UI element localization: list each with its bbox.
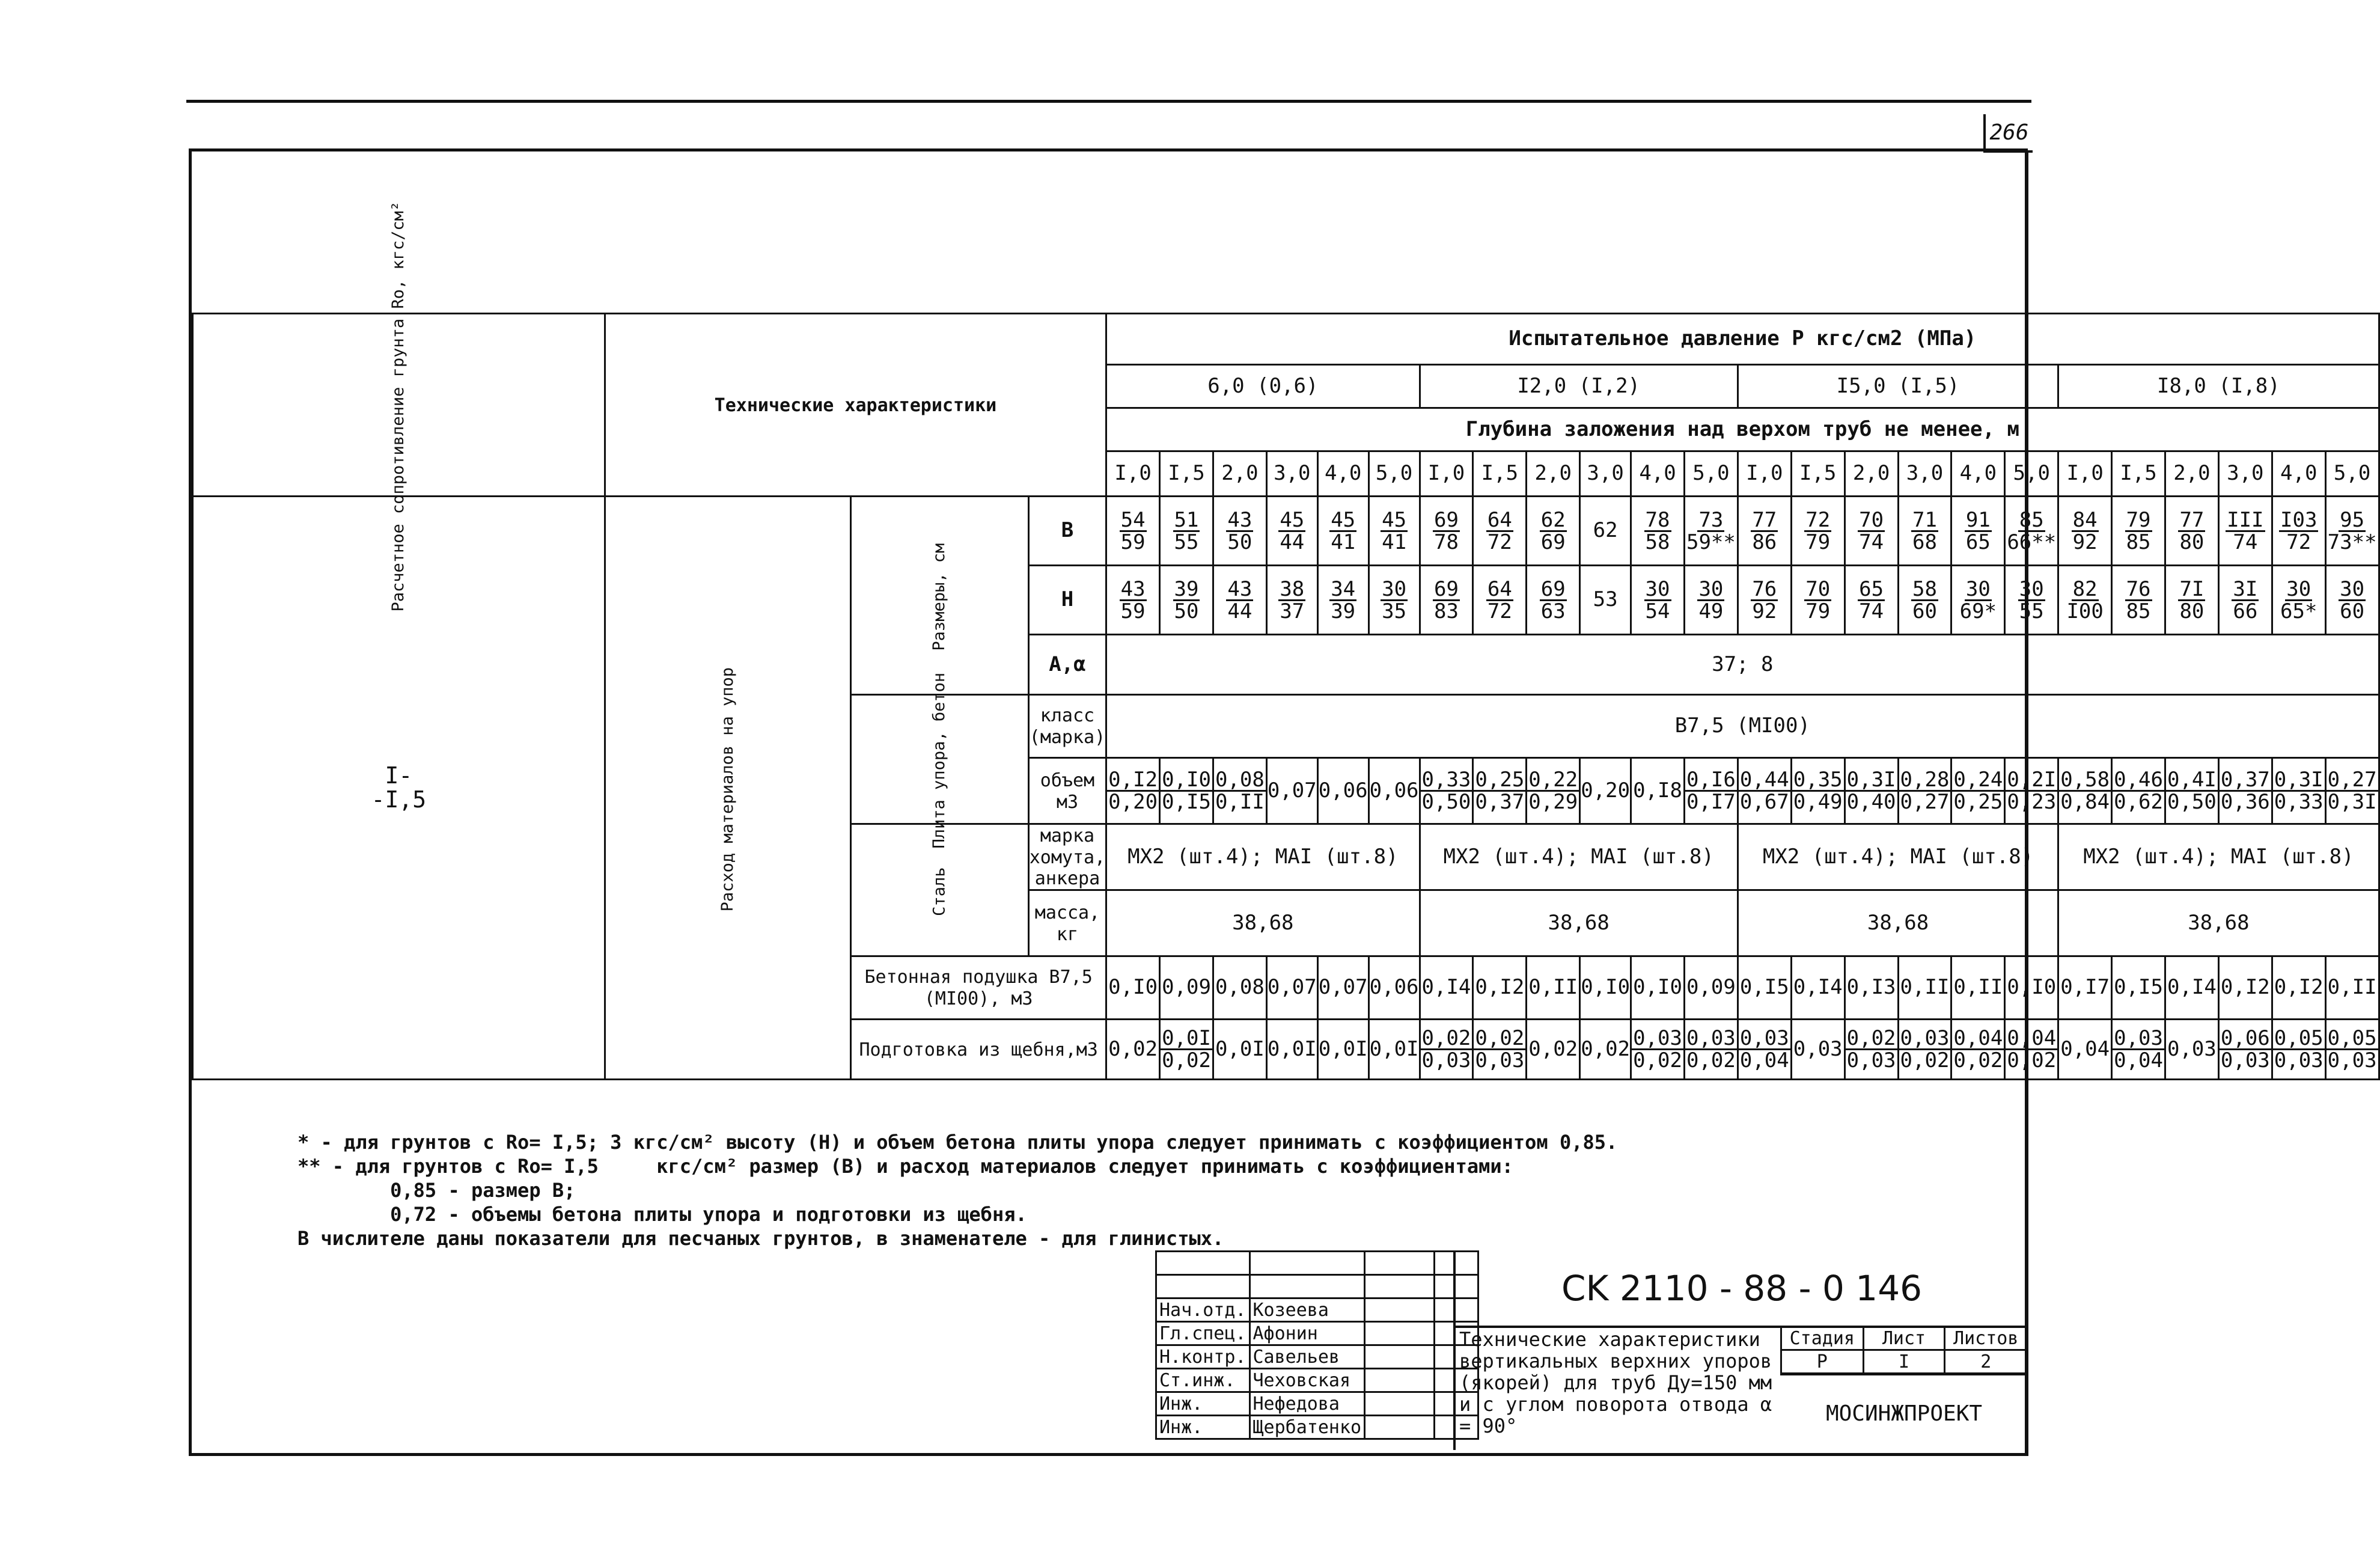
h-value: $\frac{3I}{66}$ <box>2218 566 2272 635</box>
page-number: 266 <box>1983 114 2033 153</box>
test-pressure-header: Испытательное давление P кгс/см2 (МПа) <box>1106 314 2379 365</box>
depth-value: 3,0 <box>1266 451 1317 497</box>
h-value: $\frac{70}{79}$ <box>1791 566 1844 635</box>
concrete-value: 0,07 <box>1317 956 1368 1020</box>
note-line: * - для грунтов с Ro= I,5; 3 кгс/см² высоту (H) и объем бетона плиты упора следует принимать с коэффициентом 0,85. <box>298 1131 1618 1154</box>
depth-value: 5,0 <box>2325 451 2379 497</box>
pressure-value: I2,0 (I,2) <box>1420 365 1738 408</box>
volume-value: $\frac{0,22}{0,29}$ <box>1527 758 1580 824</box>
depth-value: I,0 <box>2058 451 2112 497</box>
gravel-value: $\frac{0,02}{0,03}$ <box>1420 1020 1473 1080</box>
h-value: $\frac{30}{69*}$ <box>1951 566 2005 635</box>
concrete-value: 0,09 <box>1684 956 1738 1020</box>
row-label-h: H <box>1028 566 1106 635</box>
h-value: $\frac{7I}{80}$ <box>2165 566 2218 635</box>
a-alpha-value: 37; 8 <box>1106 635 2379 695</box>
depth-value: 4,0 <box>1317 451 1368 497</box>
row-label-steel-mark: марка хомута, анкера <box>1028 824 1106 890</box>
signature-row: Нач.отд. Козеева <box>1156 1299 1478 1322</box>
concrete-value: 0,I0 <box>2005 956 2058 1020</box>
sizes-group-label: Размеры, см <box>851 497 1029 695</box>
volume-value: $\frac{0,35}{0,49}$ <box>1791 758 1844 824</box>
b-value: $\frac{84}{92}$ <box>2058 497 2112 566</box>
concrete-value: 0,II <box>1527 956 1580 1020</box>
title-block <box>1453 1250 2028 1450</box>
volume-value: $\frac{0,I0}{0,I5}$ <box>1160 758 1213 824</box>
gravel-value: 0,0I <box>1266 1020 1317 1080</box>
depth-value: 5,0 <box>2005 451 2058 497</box>
concrete-value: 0,I3 <box>1844 956 1898 1020</box>
h-value: $\frac{30}{49}$ <box>1684 566 1738 635</box>
concrete-class-value: B7,5 (MI00) <box>1106 695 2379 758</box>
h-value: 53 <box>1580 566 1631 635</box>
gravel-value: 0,02 <box>1106 1020 1160 1080</box>
h-value: $\frac{43}{44}$ <box>1213 566 1266 635</box>
b-value: $\frac{95}{73**}$ <box>2325 497 2379 566</box>
b-value: $\frac{45}{41}$ <box>1317 497 1368 566</box>
table-row <box>193 314 2379 365</box>
depth-value: I,5 <box>1160 451 1213 497</box>
depth-value: I,5 <box>1791 451 1844 497</box>
row-label-class: класс (марка) <box>1028 695 1106 758</box>
volume-value: $\frac{0,08}{0,II}$ <box>1213 758 1266 824</box>
depth-value: 3,0 <box>1898 451 1951 497</box>
characteristics-table <box>192 201 2380 1080</box>
signature-row: Н.контр. Савельев <box>1156 1345 1478 1369</box>
note-line: 0,85 - размер B; <box>298 1179 576 1202</box>
concrete-value: 0,I2 <box>2218 956 2272 1020</box>
b-value: $\frac{72}{79}$ <box>1791 497 1844 566</box>
gravel-value: 0,0I <box>1368 1020 1420 1080</box>
top-rule <box>186 100 2031 103</box>
depth-value: I,0 <box>1420 451 1473 497</box>
b-value: $\frac{73}{59**}$ <box>1684 497 1738 566</box>
row-label-concrete: Бетонная подушка B7,5 (MI00), м3 <box>851 956 1106 1020</box>
concrete-value: 0,07 <box>1266 956 1317 1020</box>
depth-value: I,5 <box>1473 451 1527 497</box>
concrete-value: 0,II <box>1951 956 2005 1020</box>
row-label-gravel: Подготовка из щебня,м3 <box>851 1020 1106 1080</box>
soil-resistance-header: Расчетное сопротивление грунта Ro, кгс/см² <box>193 314 605 497</box>
concrete-value: 0,I2 <box>2272 956 2325 1020</box>
pressure-value: I8,0 (I,8) <box>2058 365 2379 408</box>
concrete-value: 0,I4 <box>2165 956 2218 1020</box>
b-value: $\frac{77}{80}$ <box>2165 497 2218 566</box>
soil-class-label: I- -I,5 <box>193 497 605 1080</box>
gravel-value: 0,0I <box>1317 1020 1368 1080</box>
signature-block <box>1155 1250 1479 1440</box>
depth-value: 3,0 <box>1580 451 1631 497</box>
stage-sheet-grid: Стадия Лист Листов P I 2 <box>1780 1326 2028 1374</box>
row-label-b: B <box>1028 497 1106 566</box>
h-value: $\frac{69}{83}$ <box>1420 566 1473 635</box>
h-value: $\frac{30}{35}$ <box>1368 566 1420 635</box>
volume-value: $\frac{0,28}{0,27}$ <box>1898 758 1951 824</box>
gravel-value: $\frac{0,03}{0,04}$ <box>2112 1020 2165 1080</box>
b-value: $\frac{77}{86}$ <box>1738 497 1791 566</box>
h-value: $\frac{65}{74}$ <box>1844 566 1898 635</box>
depth-value: 2,0 <box>1844 451 1898 497</box>
gravel-value: 0,03 <box>2165 1020 2218 1080</box>
gravel-value: 0,02 <box>1527 1020 1580 1080</box>
document-title: Технические характеристики вертикальных верхних упоров (якорей) для труб Ду=150 мм и с углом поворота отвода α = 90° <box>1459 1328 1772 1437</box>
concrete-value: 0,I5 <box>2112 956 2165 1020</box>
volume-value: 0,06 <box>1368 758 1420 824</box>
steel-mass-value: 38,68 <box>1420 890 1738 956</box>
note-line: ** - для грунтов с Ro= I,5 кгс/см² размер (B) и расход материалов следует принимать с коэффициентами: <box>298 1155 1513 1178</box>
h-value: $\frac{64}{72}$ <box>1473 566 1527 635</box>
b-value: $\frac{70}{74}$ <box>1844 497 1898 566</box>
pressure-value: 6,0 (0,6) <box>1106 365 1420 408</box>
volume-value: $\frac{0,3I}{0,33}$ <box>2272 758 2325 824</box>
concrete-value: 0,I2 <box>1473 956 1527 1020</box>
steel-mark-value: MX2 (шт.4); MAI (шт.8) <box>2058 824 2379 890</box>
b-value: III 74 <box>2218 497 2272 566</box>
steel-group-label: Сталь <box>851 824 1029 956</box>
row-label-volume: объем м3 <box>1028 758 1106 824</box>
b-value: $\frac{62}{69}$ <box>1527 497 1580 566</box>
h-value: $\frac{30}{55}$ <box>2005 566 2058 635</box>
row-label-steel-mass: масса, кг <box>1028 890 1106 956</box>
concrete-value: 0,06 <box>1368 956 1420 1020</box>
gravel-value: $\frac{0,05}{0,03}$ <box>2325 1020 2379 1080</box>
volume-value: $\frac{0,2I}{0,23}$ <box>2005 758 2058 824</box>
signature-row: Гл.спец. Афонин <box>1156 1322 1478 1345</box>
concrete-value: 0,09 <box>1160 956 1213 1020</box>
concrete-value: 0,I0 <box>1631 956 1685 1020</box>
signature-row: Ст.инж. Чеховская <box>1156 1369 1478 1392</box>
signature-row: Инж. Щербатенко <box>1156 1416 1478 1439</box>
depth-value: 2,0 <box>1527 451 1580 497</box>
volume-value: 0,I8 <box>1631 758 1685 824</box>
organization-name: МОСИНЖПРОЕКТ <box>1780 1374 2028 1452</box>
depth-value: 5,0 <box>1684 451 1738 497</box>
concrete-value: 0,I7 <box>2058 956 2112 1020</box>
depth-value: 5,0 <box>1368 451 1420 497</box>
volume-value: $\frac{0,37}{0,36}$ <box>2218 758 2272 824</box>
h-value: $\frac{82}{I00}$ <box>2058 566 2112 635</box>
h-value: $\frac{76}{85}$ <box>2112 566 2165 635</box>
gravel-value: $\frac{0,06}{0,03}$ <box>2218 1020 2272 1080</box>
volume-value: $\frac{0,25}{0,37}$ <box>1473 758 1527 824</box>
h-value: $\frac{76}{92}$ <box>1738 566 1791 635</box>
steel-mark-value: MX2 (шт.4); MAI (шт.8) <box>1106 824 1420 890</box>
volume-value: $\frac{0,I6}{0,I7}$ <box>1684 758 1738 824</box>
table-row <box>193 497 2379 566</box>
gravel-value: $\frac{0,05}{0,03}$ <box>2272 1020 2325 1080</box>
gravel-value: $\frac{0,03}{0,02}$ <box>1631 1020 1685 1080</box>
gravel-value: $\frac{0,03}{0,02}$ <box>1898 1020 1951 1080</box>
volume-value: $\frac{0,3I}{0,40}$ <box>1844 758 1898 824</box>
volume-value: $\frac{0,4I}{0,50}$ <box>2165 758 2218 824</box>
b-value: $\frac{79}{85}$ <box>2112 497 2165 566</box>
b-value: $\frac{45}{44}$ <box>1266 497 1317 566</box>
b-value: 62 <box>1580 497 1631 566</box>
footnotes <box>298 1130 1617 1250</box>
b-value: $\frac{69}{78}$ <box>1420 497 1473 566</box>
depth-value: I,5 <box>2112 451 2165 497</box>
concrete-value: 0,I0 <box>1106 956 1160 1020</box>
volume-value: 0,20 <box>1580 758 1631 824</box>
h-value: $\frac{30}{60}$ <box>2325 566 2379 635</box>
steel-mass-value: 38,68 <box>2058 890 2379 956</box>
concrete-value: 0,II <box>1898 956 1951 1020</box>
note-line: B числителе даны показатели для песчаных грунтов, в знаменателе - для глинистых. <box>298 1227 1224 1250</box>
volume-value: $\frac{0,58}{0,84}$ <box>2058 758 2112 824</box>
gravel-value: 0,04 <box>2058 1020 2112 1080</box>
gravel-value: $\frac{0,03}{0,04}$ <box>1738 1020 1791 1080</box>
h-value: $\frac{30}{54}$ <box>1631 566 1685 635</box>
gravel-value: 0,03 <box>1791 1020 1844 1080</box>
b-value: $\frac{91}{65}$ <box>1951 497 2005 566</box>
materials-group-label: Расход материалов на упор <box>605 497 850 1080</box>
steel-mark-value: MX2 (шт.4); MAI (шт.8) <box>1738 824 2058 890</box>
volume-value: $\frac{0,33}{0,50}$ <box>1420 758 1473 824</box>
b-value: $\frac{45}{41}$ <box>1368 497 1420 566</box>
b-value: $\frac{85}{66**}$ <box>2005 497 2058 566</box>
b-value: $\frac{71}{68}$ <box>1898 497 1951 566</box>
depth-value: 4,0 <box>1631 451 1685 497</box>
h-value: $\frac{58}{60}$ <box>1898 566 1951 635</box>
volume-value: $\frac{0,I2}{0,20}$ <box>1106 758 1160 824</box>
gravel-value: 0,02 <box>1580 1020 1631 1080</box>
volume-value: $\frac{0,27}{0,3I}$ <box>2325 758 2379 824</box>
concrete-value: 0,I5 <box>1738 956 1791 1020</box>
depth-value: 2,0 <box>2165 451 2218 497</box>
concrete-value: 0,I0 <box>1580 956 1631 1020</box>
gravel-value: $\frac{0,04}{0,02}$ <box>2005 1020 2058 1080</box>
volume-value: $\frac{0,24}{0,25}$ <box>1951 758 2005 824</box>
h-value: $\frac{69}{63}$ <box>1527 566 1580 635</box>
b-value: $\frac{I03}{72}$ <box>2272 497 2325 566</box>
volume-value: 0,06 <box>1317 758 1368 824</box>
depth-value: 2,0 <box>1213 451 1266 497</box>
b-value: $\frac{54}{59}$ <box>1106 497 1160 566</box>
volume-value: $\frac{0,46}{0,62}$ <box>2112 758 2165 824</box>
steel-mark-value: MX2 (шт.4); MAI (шт.8) <box>1420 824 1738 890</box>
signature-row: Инж. Нефедова <box>1156 1392 1478 1416</box>
concrete-value: 0,08 <box>1213 956 1266 1020</box>
depth-value: 4,0 <box>2272 451 2325 497</box>
document-code: CK 2110 - 88 - 0 146 <box>1456 1250 2028 1328</box>
b-value: $\frac{51}{55}$ <box>1160 497 1213 566</box>
h-value: $\frac{43}{59}$ <box>1106 566 1160 635</box>
volume-value: $\frac{0,44}{0,67}$ <box>1738 758 1791 824</box>
b-value: $\frac{43}{50}$ <box>1213 497 1266 566</box>
depth-value: 4,0 <box>1951 451 2005 497</box>
gravel-value: $\frac{0,02}{0,03}$ <box>1473 1020 1527 1080</box>
tech-characteristics-header: Технические характеристики <box>605 314 1106 497</box>
note-line: 0,72 - объемы бетона плиты упора и подготовки из щебня. <box>298 1203 1027 1226</box>
pressure-value: I5,0 (I,5) <box>1738 365 2058 408</box>
depth-value: I,0 <box>1738 451 1791 497</box>
gravel-value: $\frac{0,03}{0,02}$ <box>1684 1020 1738 1080</box>
plate-group-label: Плита упора, бетон <box>851 695 1029 824</box>
concrete-value: 0,I4 <box>1791 956 1844 1020</box>
h-value: $\frac{39}{50}$ <box>1160 566 1213 635</box>
gravel-value: 0,0I <box>1213 1020 1266 1080</box>
volume-value: 0,07 <box>1266 758 1317 824</box>
b-value: $\frac{64}{72}$ <box>1473 497 1527 566</box>
concrete-value: 0,II <box>2325 956 2379 1020</box>
gravel-value: $\frac{0,02}{0,03}$ <box>1844 1020 1898 1080</box>
row-label-a-alpha: A,α <box>1028 635 1106 695</box>
gravel-value: $\frac{0,0I}{0,02}$ <box>1160 1020 1213 1080</box>
steel-mass-value: 38,68 <box>1106 890 1420 956</box>
h-value: $\frac{38}{37}$ <box>1266 566 1317 635</box>
depth-header: Глубина заложения над верхом труб не менее, м <box>1106 408 2379 451</box>
h-value: $\frac{30}{65*}$ <box>2272 566 2325 635</box>
depth-value: 3,0 <box>2218 451 2272 497</box>
steel-mass-value: 38,68 <box>1738 890 2058 956</box>
concrete-value: 0,I4 <box>1420 956 1473 1020</box>
h-value: $\frac{34}{39}$ <box>1317 566 1368 635</box>
b-value: $\frac{78}{58}$ <box>1631 497 1685 566</box>
gravel-value: $\frac{0,04}{0,02}$ <box>1951 1020 2005 1080</box>
depth-value: I,0 <box>1106 451 1160 497</box>
